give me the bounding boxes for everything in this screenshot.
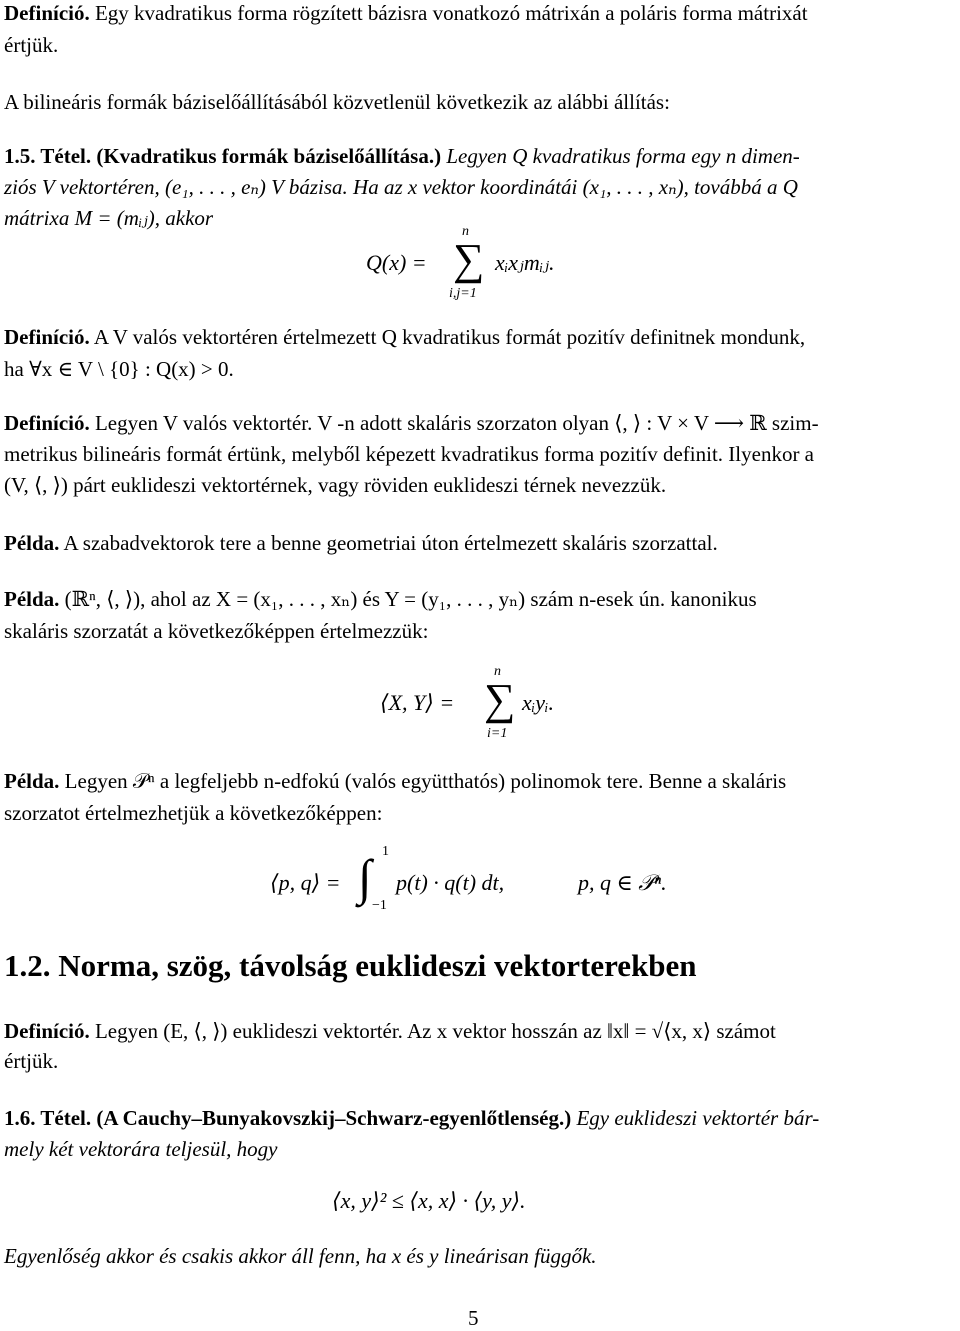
def-length-line1 [4,1018,776,1044]
definition-label: Definíció. [4,1,90,25]
eq1-lower-limit: i,j=1 [449,286,477,301]
equality-condition: Egyenlőség akkor és csakis akkor áll fenn, ha x és y lineárisan függők. [4,1244,597,1268]
theorem-text: Legyen Q kvadratikus forma egy n dimen- [441,144,800,168]
example-text: (ℝⁿ, ⟨, ⟩), ahol az X = (x₁, . . . , xₙ) és Y = (y₁, . . . , yₙ) szám n-esek ún. kanonikus [59,587,757,611]
theorem-1-5-line1 [4,143,800,169]
eq2-rhs: xᵢyᵢ. [522,690,554,715]
def-positive-line1 [4,324,805,350]
theorem-text: Egy euklideszi vektortér bár- [571,1106,820,1130]
integral-symbol: ∫ [358,849,372,905]
theorem-1-5-line3: mátrixa M = (mᵢⱼ), akkor [4,206,214,230]
definition-label: Definíció. [4,325,90,349]
eq2-lower-limit: i=1 [487,726,508,741]
sum-symbol: ∑ [484,675,516,724]
example-label: Példa. [4,769,60,793]
eq3-lhs: ⟨p, q⟩ = [270,870,341,895]
eq2-lhs: ⟨X, Y⟩ = [380,690,455,715]
theorem-1-6-line2: mely két vektorára teljesül, hogy [4,1137,278,1161]
theorem-1-5-line2: ziós V vektortéren, (e₁, . . . , eₙ) V bázisa. Ha az x vektor koordinátái (x₁, . . . , xₙ), továbbá a Q [4,175,798,199]
example-3-line2: szorzatot értelmezhetjük a következőképpen: [4,801,383,825]
eq2-upper-limit: n [494,664,501,679]
example-2-line2: skaláris szorzatát a következőképpen értelmezzük: [4,619,429,643]
theorem-label: 1.6. Tétel. (A Cauchy–Bunyakovszkij–Schwarz-egyenlőtlenség.) [4,1106,572,1130]
def-scalar-line3: (V, ⟨, ⟩) párt euklideszi vektortérnek, vagy röviden euklideszi térnek nevezzük. [4,473,667,497]
eq1-rhs: xᵢxⱼmᵢⱼ. [495,250,555,275]
equation-cbs-inequality: ⟨x, y⟩² ≤ ⟨x, x⟩ · ⟨y, y⟩. [332,1188,526,1213]
example-1 [4,530,718,556]
theorem-label: 1.5. Tétel. (Kvadratikus formák báziselőállítása.) [4,144,442,168]
eq3-lower-limit: −1 [372,898,387,913]
definition-label: Definíció. [4,1019,90,1043]
def-polar-line2: értjük. [4,33,59,57]
example-3-line1 [4,768,786,794]
def-polar-text: Egy kvadratikus forma rögzített bázisra vonatkozó mátrixán a poláris forma mátrixát [89,1,808,25]
bilinear-statement: A bilineáris formák báziselőállításából közvetlenül következik az alábbi állítás: [4,90,670,114]
eq3-rhs: p(t) · q(t) dt, [396,870,505,895]
theorem-1-6-line1 [4,1105,819,1131]
def-scalar-line2: metrikus bilineáris formát értünk, melyből képezett kvadratikus forma pozitív definit. Ilyenkor a [4,442,815,466]
example-text: Legyen 𝒫ⁿ a legfeljebb n-edfokú (valós együtthatós) polinomok tere. Benne a skaláris [59,769,787,793]
eq3-condition: p, q ∈ 𝒫ⁿ. [578,870,667,895]
example-2-line1 [4,586,757,612]
eq3-upper-limit: 1 [382,844,389,859]
eq1-lhs: Q(x) = [366,250,427,275]
eq1-upper-limit: n [462,224,469,239]
def-scalar-text: Legyen V valós vektortér. V -n adott skaláris szorzaton olyan ⟨, ⟩ : V × V ⟶ ℝ szim- [89,411,819,435]
def-length-line2: értjük. [4,1049,59,1073]
def-scalar-line1 [4,410,819,436]
def-positive-text: A V valós vektortéren értelmezett Q kvadratikus formát pozitív definitnek mondunk, [89,325,806,349]
sum-symbol: ∑ [453,235,485,284]
example-label: Példa. [4,531,60,555]
def-length-text: Legyen (E, ⟨, ⟩) euklideszi vektortér. Az x vektor hosszán az ‖x‖ = √⟨x, x⟩ számot [89,1019,776,1043]
page-number: 5 [468,1306,479,1330]
example-label: Példa. [4,587,60,611]
def-positive-line2: ha ∀x ∈ V \ {0} : Q(x) > 0. [4,357,234,381]
def-polar-line1 [4,0,808,26]
example-text: A szabadvektorok tere a benne geometriai úton értelmezett skaláris szorzattal. [59,531,718,555]
section-heading: 1.2. Norma, szög, távolság euklideszi vektorterekben [4,948,697,983]
definition-label: Definíció. [4,411,90,435]
